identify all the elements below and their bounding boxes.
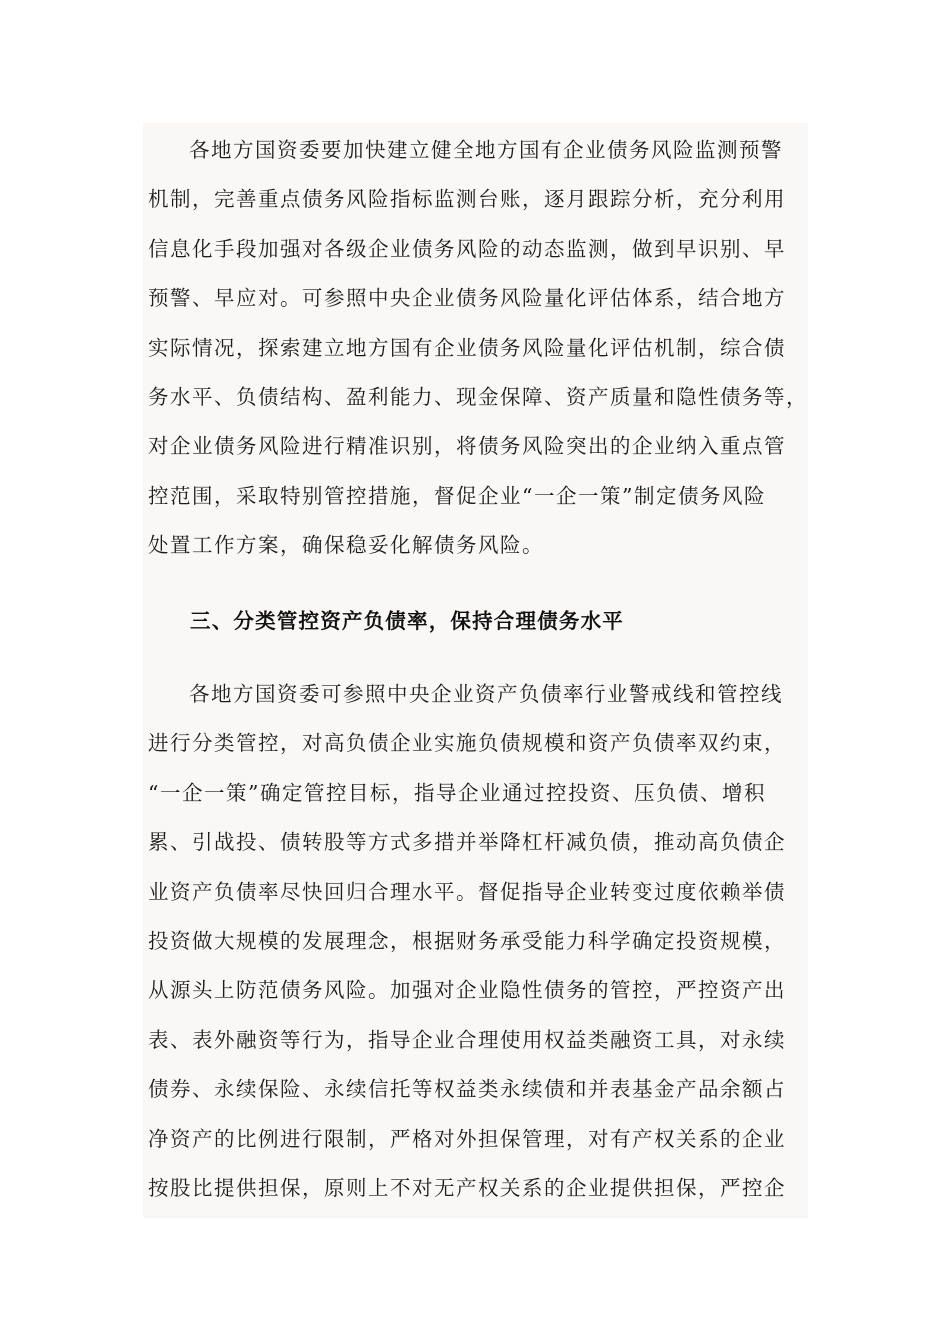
- text-line: 对企业债务风险进行精准识别，将债务风险突出的企业纳入重点管: [148, 434, 786, 459]
- text-line: 处置工作方案，确保稳妥化解债务风险。: [148, 533, 544, 558]
- text-line: 业资产负债率尽快回归合理水平。督促指导企业转变过度依赖举债: [148, 879, 786, 904]
- text-line: 预警、早应对。可参照中央企业债务风险量化评估体系，结合地方: [148, 286, 786, 311]
- text-line: 务水平、负债结构、盈利能力、现金保障、资产质量和隐性债务等，: [148, 385, 808, 410]
- section-heading: 三、分类管控资产负债率，保持合理债务水平: [190, 609, 624, 633]
- text-line: 表、表外融资等行为，指导企业合理使用权益类融资工具，对永续: [148, 1027, 786, 1052]
- text-line: 实际情况，探索建立地方国有企业债务风险量化评估机制，综合债: [148, 335, 786, 360]
- text-line: 从源头上防范债务风险。加强对企业隐性债务的管控，严控资产出: [148, 978, 786, 1003]
- text-line: 机制，完善重点债务风险指标监测台账，逐月跟踪分析，充分利用: [148, 187, 786, 212]
- text-line: 进行分类管控，对高负债企业实施负债规模和资产负债率双约束，: [148, 731, 786, 756]
- text-line: 信息化手段加强对各级企业债务风险的动态监测，做到早识别、早: [148, 236, 786, 261]
- text-line: 各地方国资委可参照中央企业资产负债率行业警戒线和管控线: [189, 682, 783, 706]
- text-line: 控范围，采取特别管控措施，督促企业“一企一策”制定债务风险: [148, 483, 766, 508]
- text-line: 投资做大规模的发展理念，根据财务承受能力科学确定投资规模，: [148, 929, 786, 954]
- paragraph-debt-risk-monitoring: [148, 126, 808, 571]
- paragraph-debt-ratio-control: [148, 670, 798, 1213]
- text-line: “一企一策”确定管控目标，指导企业通过控投资、压负债、增积: [148, 780, 766, 805]
- text-line: 净资产的比例进行限制，严格对外担保管理，对有产权关系的企业: [148, 1126, 786, 1151]
- text-line: 各地方国资委要加快建立健全地方国有企业债务风险监测预警: [189, 138, 783, 162]
- text-line: 债券、永续保险、永续信托等权益类永续债和并表基金产品余额占: [148, 1077, 786, 1102]
- text-line: 累、引战投、债转股等方式多措并举降杠杆减负债，推动高负债企: [148, 830, 786, 855]
- text-line: 按股比提供担保，原则上不对无产权关系的企业提供担保，严控企: [148, 1176, 786, 1201]
